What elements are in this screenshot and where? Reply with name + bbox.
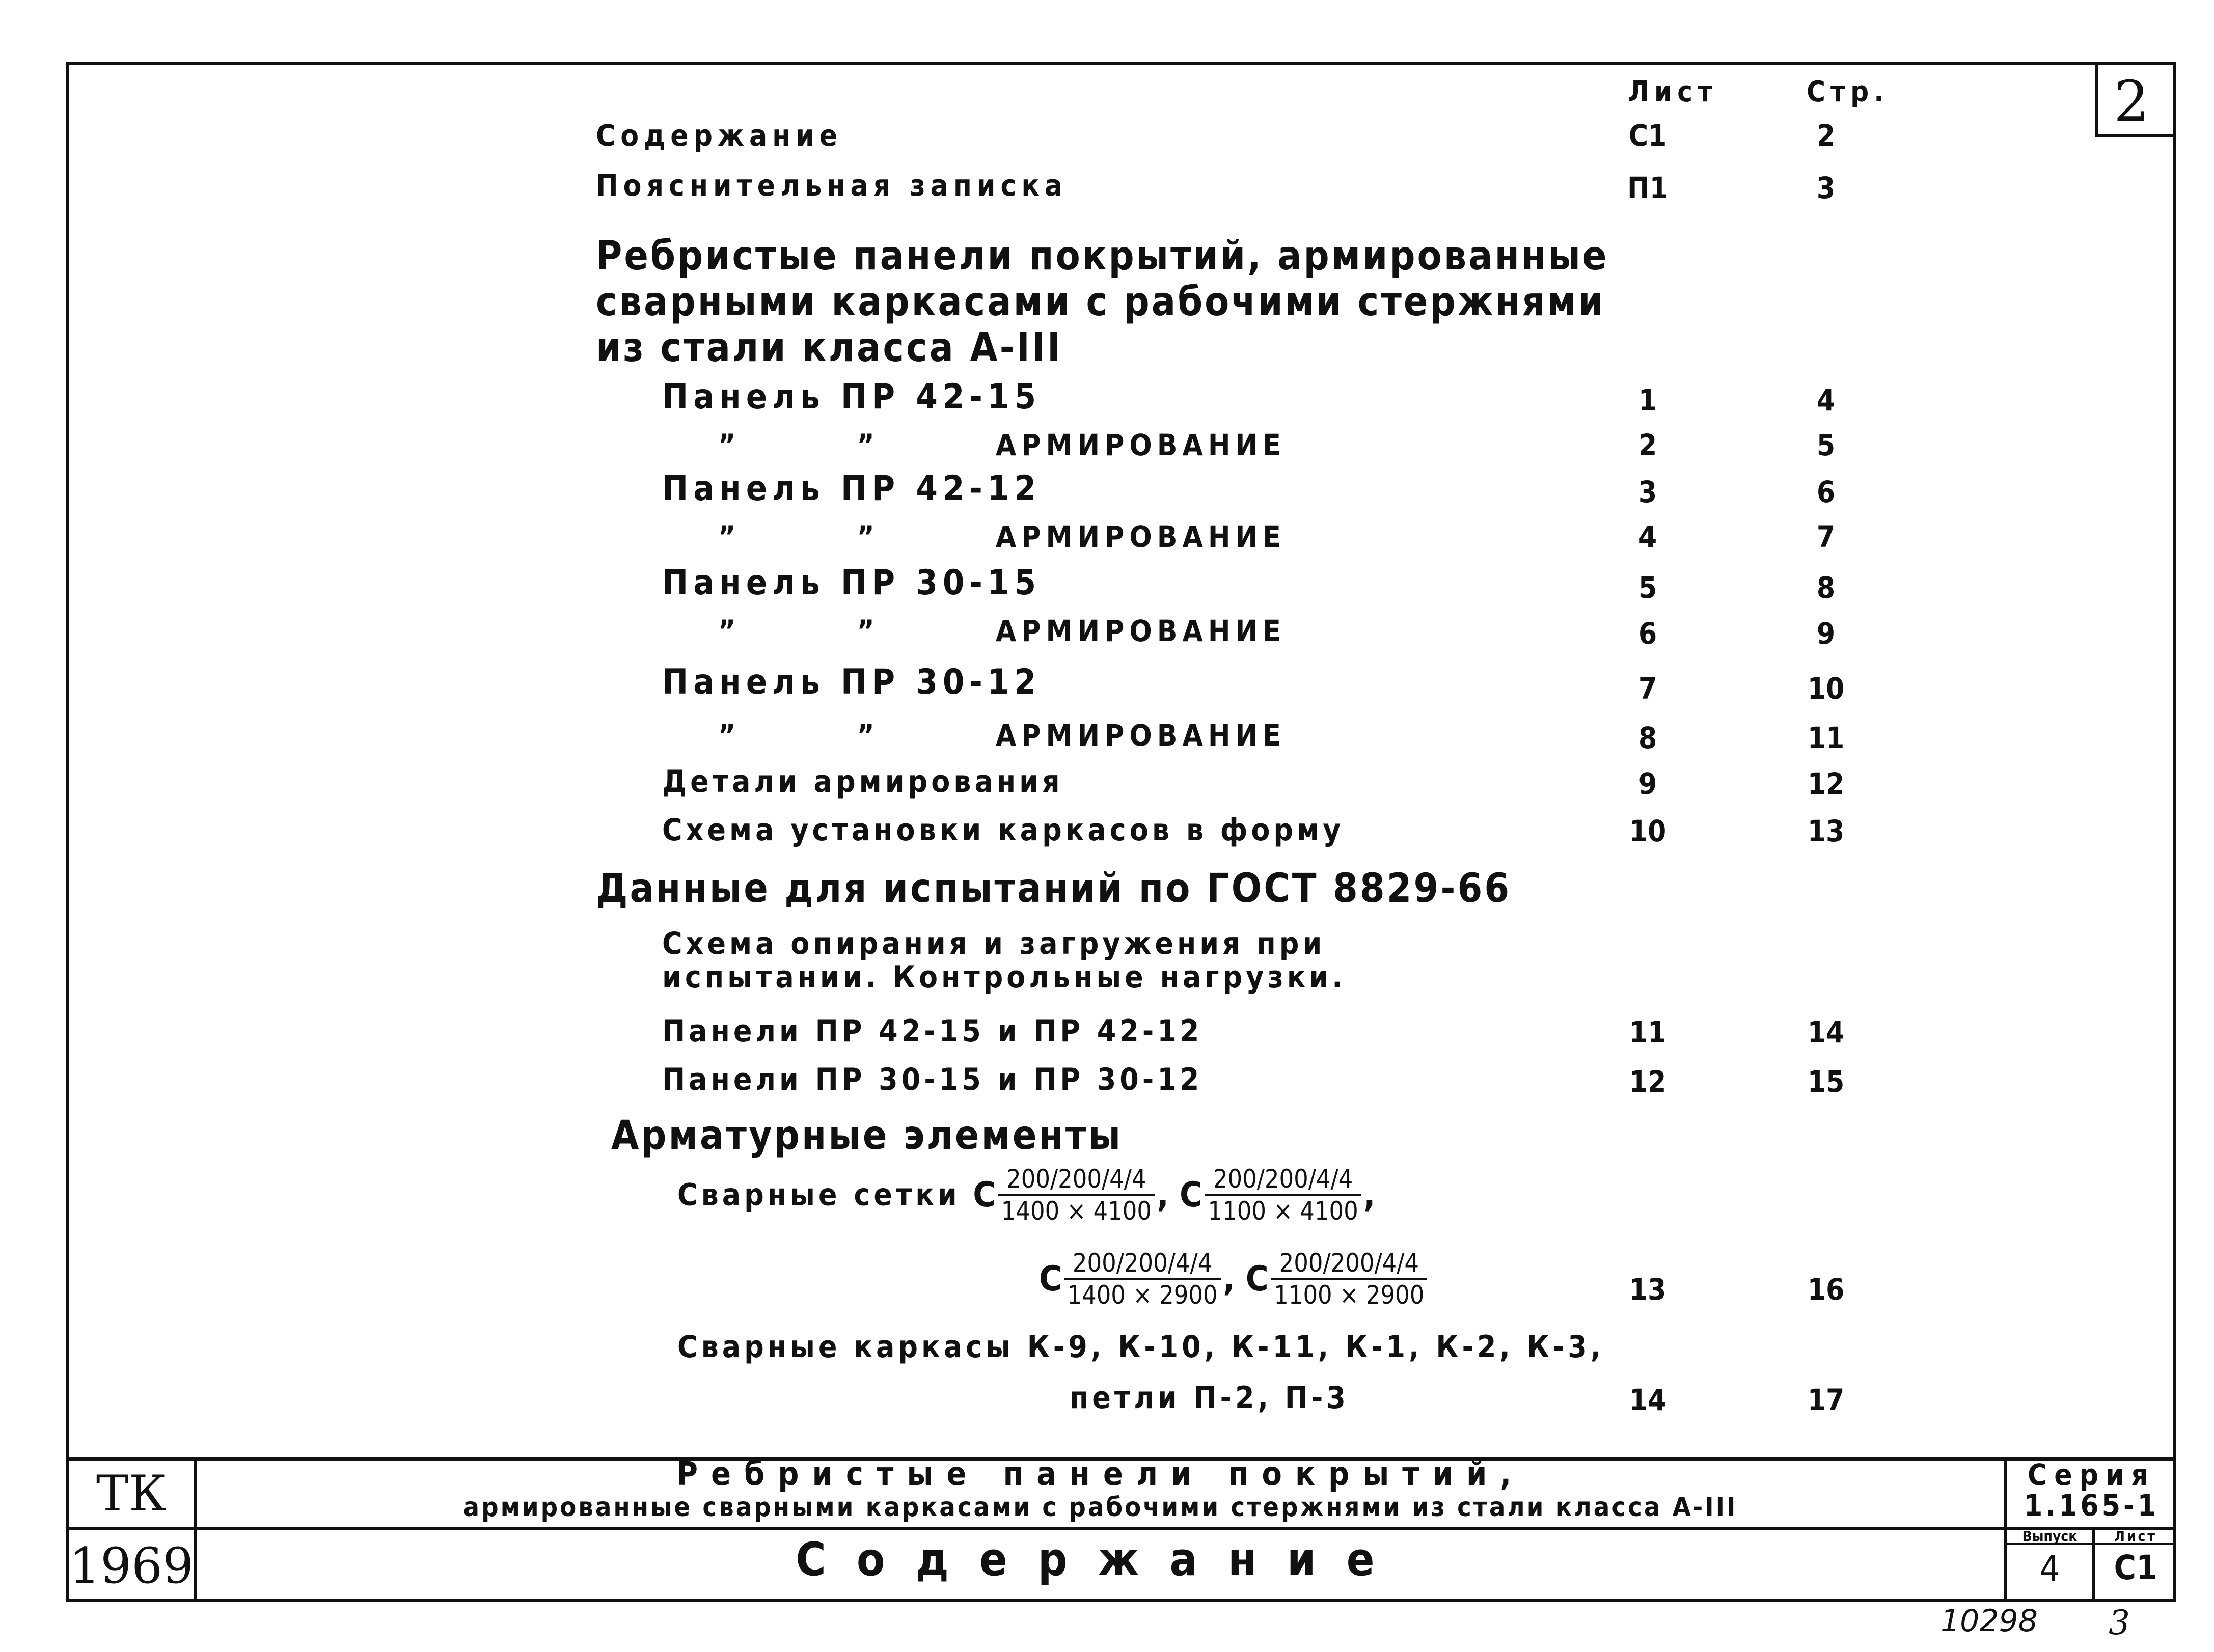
ditto-mark: ” (857, 428, 880, 462)
separator: , (1223, 1259, 1246, 1299)
toc-sheet: 2 (1638, 428, 1657, 462)
stamp-series-label: Серия (2027, 1457, 2156, 1492)
stamp-issue-value: 4 (2039, 1548, 2060, 1590)
toc-title: Панели ПР 30-15 и ПР 30-12 (662, 1062, 1203, 1097)
stamp-issue-label: Выпуск (2022, 1528, 2078, 1545)
toc-sheet: 14 (1629, 1383, 1666, 1417)
mesh-prefix: С (1180, 1175, 1202, 1215)
toc-section-text: Ребристые панели покрытий, армированные сварными каркасами с рабочими стержнями из стали класса А-III (596, 233, 1609, 371)
toc-subtitle: АРМИРОВАНИЕ (995, 614, 1286, 648)
toc-sheet: 6 (1638, 616, 1657, 651)
toc-page: 12 (1807, 766, 1845, 801)
archive-code: 10298 (1940, 1603, 2038, 1639)
toc-sheet: 3 (1638, 475, 1657, 509)
stamp-year: 1969 (69, 1537, 194, 1594)
col-header-page: Стр. (1807, 75, 1889, 108)
toc-page: 6 (1816, 475, 1836, 509)
toc-sheet: 5 (1638, 570, 1657, 605)
ditto-mark: ” (718, 718, 741, 753)
toc-sheet: 11 (1629, 1015, 1666, 1050)
toc-page: 13 (1807, 814, 1845, 848)
toc-sheet: С1 (1628, 118, 1667, 153)
mesh-denominator: 1100 × 2900 (1274, 1280, 1425, 1310)
toc-page: 8 (1816, 570, 1836, 605)
ditto-mark: ” (857, 718, 880, 753)
stamp-org: ТК (96, 1465, 167, 1522)
toc-title: Пояснительная записка (596, 168, 1068, 203)
toc-sheet: 9 (1638, 766, 1657, 801)
toc-section-title (596, 233, 1615, 371)
separator: , (1363, 1175, 1376, 1215)
toc-subtitle: АРМИРОВАНИЕ (995, 428, 1286, 462)
toc-title: Сварные каркасы К-9, К-10, К-11, К-1, К-2, К-3, (677, 1329, 1605, 1365)
stamp-main-title: Содержание (796, 1533, 1405, 1586)
toc-sheet: 7 (1638, 671, 1657, 706)
toc-page: 7 (1816, 519, 1836, 554)
toc-sheet: П1 (1627, 171, 1668, 205)
mesh-prefix: С (973, 1175, 996, 1215)
mesh-prefix: С (1039, 1259, 1062, 1299)
toc-page: 4 (1816, 383, 1836, 418)
toc-sheet: 8 (1638, 721, 1657, 755)
toc-title: Содержание (596, 118, 843, 153)
mesh-row-2 (1039, 1250, 1427, 1308)
mesh-fraction (1271, 1250, 1427, 1308)
ditto-mark: ” (718, 428, 741, 462)
toc-title: Панель ПР 30-15 (662, 563, 1042, 603)
mesh-denominator: 1100 × 4100 (1208, 1196, 1358, 1226)
toc-title (718, 519, 1286, 554)
toc-sheet: 10 (1629, 814, 1666, 848)
toc-page: 14 (1807, 1015, 1845, 1050)
toc-title: Панель ПР 42-15 (662, 377, 1042, 417)
col-header-sheet: Лист (1628, 75, 1718, 108)
toc-title (662, 927, 1528, 994)
mesh-numerator: 200/200/4/4 (998, 1166, 1155, 1196)
toc-sheet: 4 (1638, 519, 1657, 554)
toc-title: Панели ПР 42-15 и ПР 42-12 (662, 1013, 1203, 1049)
toc-sheet: 12 (1629, 1064, 1666, 1099)
stamp-series-value: 1.165-1 (2024, 1488, 2160, 1523)
separator: , (1157, 1175, 1180, 1215)
mesh-fraction (998, 1166, 1155, 1224)
ditto-mark: ” (718, 614, 741, 648)
page-mark: 3 (2109, 1603, 2130, 1642)
toc-section-title: Арматурные элементы (611, 1113, 1123, 1159)
stamp-sheet-label: Лист (2114, 1528, 2157, 1545)
toc-sheet: 1 (1638, 383, 1657, 418)
sheet-number: 2 (2114, 69, 2149, 134)
stamp-sheet-value: С1 (2114, 1548, 2157, 1587)
toc-page: 15 (1807, 1064, 1845, 1099)
toc-page: 5 (1816, 428, 1836, 462)
toc-page: 9 (1816, 616, 1836, 651)
mesh-numerator: 200/200/4/4 (1064, 1250, 1220, 1280)
mesh-denominator: 1400 × 2900 (1067, 1280, 1218, 1310)
toc-page: 2 (1816, 118, 1836, 153)
toc-subtitle: АРМИРОВАНИЕ (995, 519, 1286, 554)
mesh-numerator: 200/200/4/4 (1205, 1166, 1361, 1196)
toc-section-title: Данные для испытаний по ГОСТ 8829-66 (596, 866, 1512, 912)
toc-title: Детали армирования (662, 764, 1063, 800)
mesh-denominator: 1400 × 4100 (1001, 1196, 1152, 1226)
toc-title: Панель ПР 42-12 (662, 469, 1042, 509)
toc-title (718, 614, 1286, 648)
toc-title (718, 718, 1286, 753)
mesh-numerator: 200/200/4/4 (1271, 1250, 1427, 1280)
toc-page: 10 (1807, 671, 1845, 706)
stamp-mid-line (66, 1527, 2176, 1530)
toc-page: 3 (1816, 171, 1836, 205)
toc-title: Схема установки каркасов в форму (662, 812, 1345, 848)
mesh-prefix: С (1245, 1259, 1269, 1299)
toc-page: 11 (1807, 721, 1845, 755)
mesh-row-1 (677, 1166, 1376, 1224)
toc-title: Панель ПР 30-12 (662, 662, 1042, 702)
toc-subtitle: Схема опирания и загружения при испытании. Контрольные нагрузки. (662, 926, 1346, 995)
mesh-fraction (1064, 1250, 1220, 1308)
ditto-mark: ” (857, 519, 880, 554)
toc-sheet: 13 (1629, 1272, 1666, 1307)
mesh-fraction (1205, 1166, 1361, 1224)
ditto-mark: ” (718, 519, 741, 554)
toc-subtitle: АРМИРОВАНИЕ (995, 718, 1286, 753)
ditto-mark: ” (857, 614, 880, 648)
toc-page: 17 (1807, 1383, 1845, 1417)
toc-page: 16 (1807, 1272, 1845, 1307)
toc-subtitle: Сварные сетки (677, 1177, 961, 1213)
stamp-title-line1: Ребристые панели покрытий, (676, 1455, 1525, 1493)
stamp-title-line2: армированные сварными каркасами с рабочими стержнями из стали класса А-III (463, 1492, 1738, 1523)
toc-title (718, 428, 1286, 462)
toc-title: петли П-2, П-3 (1070, 1380, 1349, 1416)
